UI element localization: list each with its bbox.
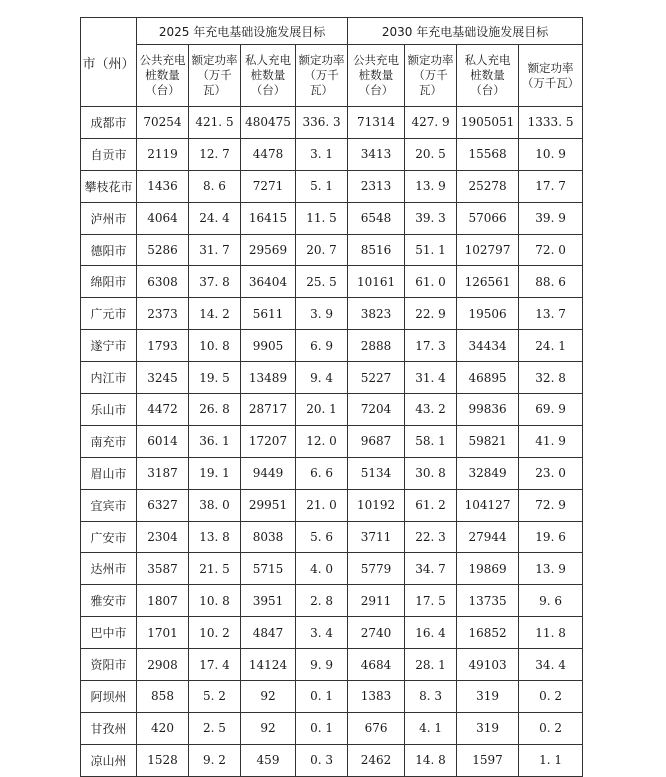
header-line: （台） <box>145 83 180 97</box>
public-chargers-2025-cell: 6308 <box>137 266 189 298</box>
public-chargers-2030-cell: 676 <box>348 712 405 744</box>
private-power-2030-cell: 1. 1 <box>519 744 583 776</box>
header-line: （台） <box>250 83 286 97</box>
private-power-2030-cell: 13. 9 <box>519 553 583 585</box>
public-power-2030-header <box>405 45 457 107</box>
public-chargers-2030-cell: 3711 <box>348 521 405 553</box>
private-chargers-2030-cell: 34434 <box>457 330 519 362</box>
table-row <box>81 553 583 585</box>
private-chargers-2025-cell: 14124 <box>241 649 296 681</box>
private-power-2025-header <box>296 45 348 107</box>
public-power-2030-cell: 4. 1 <box>405 712 457 744</box>
private-chargers-2025-cell: 16415 <box>241 202 296 234</box>
city-name-cell: 乐山市 <box>81 394 137 426</box>
table-row <box>81 170 583 202</box>
private-chargers-2025-cell: 7271 <box>241 170 296 202</box>
private-chargers-2025-cell: 13489 <box>241 362 296 394</box>
private-power-2025-cell: 9. 9 <box>296 649 348 681</box>
private-power-2030-cell: 13. 7 <box>519 298 583 330</box>
header-line: 额定功率 <box>191 53 238 67</box>
public-power-2025-cell: 10. 8 <box>189 585 241 617</box>
table-row <box>81 712 583 744</box>
public-power-2025-cell: 21. 5 <box>189 553 241 585</box>
private-power-2025-cell: 4. 0 <box>296 553 348 585</box>
table-row <box>81 138 583 170</box>
private-chargers-2030-cell: 1597 <box>457 744 519 776</box>
private-power-2030-cell: 17. 7 <box>519 170 583 202</box>
public-power-2030-cell: 14. 8 <box>405 744 457 776</box>
public-chargers-2025-cell: 1528 <box>137 744 189 776</box>
table-row <box>81 234 583 266</box>
public-chargers-2025-cell: 6327 <box>137 489 189 521</box>
private-chargers-2025-cell: 9449 <box>241 457 296 489</box>
city-name-cell: 甘孜州 <box>81 712 137 744</box>
city-name-cell: 雅安市 <box>81 585 137 617</box>
private-power-2030-cell: 34. 4 <box>519 649 583 681</box>
private-chargers-2030-cell: 27944 <box>457 521 519 553</box>
city-name-cell: 巴中市 <box>81 617 137 649</box>
public-chargers-2025-cell: 70254 <box>137 107 189 139</box>
city-name-cell: 绵阳市 <box>81 266 137 298</box>
private-power-2025-cell: 3. 4 <box>296 617 348 649</box>
public-chargers-2030-cell: 8516 <box>348 234 405 266</box>
private-chargers-2025-cell: 9905 <box>241 330 296 362</box>
private-chargers-2030-cell: 25278 <box>457 170 519 202</box>
header-line: 桩数量 <box>250 68 286 82</box>
table-row <box>81 649 583 681</box>
header-line: 桩数量 <box>358 68 394 82</box>
public-chargers-2030-cell: 2462 <box>348 744 405 776</box>
private-chargers-2030-cell: 1905051 <box>457 107 519 139</box>
public-chargers-2025-header <box>137 45 189 107</box>
private-power-2025-cell: 25. 5 <box>296 266 348 298</box>
city-name-cell: 遂宁市 <box>81 330 137 362</box>
header-line: （万千瓦） <box>197 68 232 97</box>
private-chargers-2025-cell: 5611 <box>241 298 296 330</box>
private-power-2030-cell: 24. 1 <box>519 330 583 362</box>
public-power-2025-cell: 5. 2 <box>189 681 241 713</box>
private-power-2025-cell: 21. 0 <box>296 489 348 521</box>
public-power-2030-cell: 61. 0 <box>405 266 457 298</box>
city-name-cell: 广安市 <box>81 521 137 553</box>
public-power-2025-cell: 37. 8 <box>189 266 241 298</box>
private-power-2025-cell: 2. 8 <box>296 585 348 617</box>
public-power-2030-cell: 16. 4 <box>405 617 457 649</box>
public-chargers-2030-cell: 10161 <box>348 266 405 298</box>
private-power-2025-cell: 0. 3 <box>296 744 348 776</box>
public-chargers-2025-cell: 2304 <box>137 521 189 553</box>
table-row <box>81 107 583 139</box>
public-power-2025-header <box>189 45 241 107</box>
private-chargers-2030-cell: 104127 <box>457 489 519 521</box>
table-row <box>81 489 583 521</box>
private-power-2025-cell: 6. 9 <box>296 330 348 362</box>
public-chargers-2030-cell: 1383 <box>348 681 405 713</box>
private-power-2030-cell: 23. 0 <box>519 457 583 489</box>
public-chargers-2030-cell: 3823 <box>348 298 405 330</box>
city-name-cell: 德阳市 <box>81 234 137 266</box>
city-name-cell: 眉山市 <box>81 457 137 489</box>
public-chargers-2025-cell: 4472 <box>137 394 189 426</box>
private-chargers-2030-cell: 99836 <box>457 394 519 426</box>
public-power-2025-cell: 13. 8 <box>189 521 241 553</box>
public-power-2025-cell: 17. 4 <box>189 649 241 681</box>
private-chargers-2025-cell: 36404 <box>241 266 296 298</box>
public-power-2030-cell: 13. 9 <box>405 170 457 202</box>
public-chargers-2030-cell: 2313 <box>348 170 405 202</box>
private-power-2025-cell: 20. 7 <box>296 234 348 266</box>
city-name-cell: 广元市 <box>81 298 137 330</box>
private-power-2025-cell: 0. 1 <box>296 681 348 713</box>
private-chargers-2025-cell: 480475 <box>241 107 296 139</box>
private-chargers-2025-cell: 459 <box>241 744 296 776</box>
city-name-cell: 南充市 <box>81 425 137 457</box>
header-line: （万千瓦） <box>413 68 448 97</box>
private-chargers-2030-cell: 319 <box>457 681 519 713</box>
table-row <box>81 425 583 457</box>
city-name-cell: 泸州市 <box>81 202 137 234</box>
city-name-cell: 宜宾市 <box>81 489 137 521</box>
private-chargers-2030-cell: 59821 <box>457 425 519 457</box>
public-chargers-2030-cell: 7204 <box>348 394 405 426</box>
public-chargers-2025-cell: 5286 <box>137 234 189 266</box>
public-power-2030-cell: 58. 1 <box>405 425 457 457</box>
public-chargers-2025-cell: 2908 <box>137 649 189 681</box>
public-power-2025-cell: 9. 2 <box>189 744 241 776</box>
public-chargers-2030-cell: 4684 <box>348 649 405 681</box>
public-power-2025-cell: 26. 8 <box>189 394 241 426</box>
public-chargers-2025-cell: 2373 <box>137 298 189 330</box>
private-chargers-2025-header <box>241 45 296 107</box>
private-chargers-2030-cell: 57066 <box>457 202 519 234</box>
public-power-2030-cell: 34. 7 <box>405 553 457 585</box>
public-power-2025-cell: 24. 4 <box>189 202 241 234</box>
public-power-2030-cell: 22. 3 <box>405 521 457 553</box>
public-chargers-2025-cell: 3245 <box>137 362 189 394</box>
public-chargers-2025-cell: 3187 <box>137 457 189 489</box>
public-power-2025-cell: 31. 7 <box>189 234 241 266</box>
private-chargers-2030-header <box>457 45 519 107</box>
public-power-2030-cell: 20. 5 <box>405 138 457 170</box>
table-row <box>81 521 583 553</box>
city-column-header: 市（州） <box>81 18 137 107</box>
header-line: 额定功率 <box>298 53 345 67</box>
city-name-cell: 成都市 <box>81 107 137 139</box>
private-chargers-2025-cell: 92 <box>241 681 296 713</box>
public-chargers-2030-cell: 10192 <box>348 489 405 521</box>
public-power-2030-cell: 427. 9 <box>405 107 457 139</box>
public-chargers-2025-cell: 1436 <box>137 170 189 202</box>
header-line: 公共充电 <box>353 53 400 67</box>
public-power-2030-cell: 61. 2 <box>405 489 457 521</box>
public-chargers-2025-cell: 1793 <box>137 330 189 362</box>
private-chargers-2025-cell: 92 <box>241 712 296 744</box>
public-power-2025-cell: 8. 6 <box>189 170 241 202</box>
header-line: （万千瓦） <box>521 75 580 90</box>
public-chargers-2025-cell: 1701 <box>137 617 189 649</box>
public-power-2030-cell: 28. 1 <box>405 649 457 681</box>
private-power-2030-cell: 88. 6 <box>519 266 583 298</box>
header-line: 桩数量 <box>145 68 180 82</box>
public-power-2025-cell: 2. 5 <box>189 712 241 744</box>
private-power-2030-cell: 72. 0 <box>519 234 583 266</box>
private-power-2025-cell: 20. 1 <box>296 394 348 426</box>
private-power-2030-cell: 9. 6 <box>519 585 583 617</box>
private-power-2025-cell: 336. 3 <box>296 107 348 139</box>
city-name-cell: 资阳市 <box>81 649 137 681</box>
private-power-2025-cell: 5. 6 <box>296 521 348 553</box>
public-chargers-2025-cell: 3587 <box>137 553 189 585</box>
private-chargers-2030-cell: 102797 <box>457 234 519 266</box>
private-chargers-2030-cell: 319 <box>457 712 519 744</box>
public-power-2030-cell: 8. 3 <box>405 681 457 713</box>
charging-targets-sheet <box>80 17 582 777</box>
table-row <box>81 744 583 776</box>
header-line: （万千瓦） <box>304 68 339 97</box>
private-power-2030-cell: 0. 2 <box>519 681 583 713</box>
public-power-2025-cell: 19. 5 <box>189 362 241 394</box>
table-row <box>81 457 583 489</box>
private-chargers-2030-cell: 32849 <box>457 457 519 489</box>
private-chargers-2025-cell: 28717 <box>241 394 296 426</box>
private-chargers-2025-cell: 29951 <box>241 489 296 521</box>
private-chargers-2030-cell: 13735 <box>457 585 519 617</box>
private-power-2030-cell: 32. 8 <box>519 362 583 394</box>
private-chargers-2030-cell: 19506 <box>457 298 519 330</box>
table-row <box>81 298 583 330</box>
city-name-cell: 达州市 <box>81 553 137 585</box>
public-power-2030-cell: 39. 3 <box>405 202 457 234</box>
private-chargers-2030-cell: 126561 <box>457 266 519 298</box>
private-chargers-2030-cell: 15568 <box>457 138 519 170</box>
private-chargers-2025-cell: 3951 <box>241 585 296 617</box>
private-power-2030-cell: 11. 8 <box>519 617 583 649</box>
private-chargers-2025-cell: 4478 <box>241 138 296 170</box>
public-power-2025-cell: 36. 1 <box>189 425 241 457</box>
public-chargers-2030-cell: 2740 <box>348 617 405 649</box>
table-row <box>81 394 583 426</box>
table-row <box>81 362 583 394</box>
header-line: 桩数量 <box>470 68 505 82</box>
private-power-2030-cell: 69. 9 <box>519 394 583 426</box>
header-line: 额定功率 <box>527 60 574 75</box>
public-power-2030-cell: 51. 1 <box>405 234 457 266</box>
city-name-cell: 攀枝花市 <box>81 170 137 202</box>
private-power-2025-cell: 3. 9 <box>296 298 348 330</box>
public-chargers-2025-cell: 1807 <box>137 585 189 617</box>
public-power-2030-cell: 17. 3 <box>405 330 457 362</box>
city-name-cell: 自贡市 <box>81 138 137 170</box>
table-row <box>81 202 583 234</box>
public-power-2030-cell: 17. 5 <box>405 585 457 617</box>
private-power-2025-cell: 6. 6 <box>296 457 348 489</box>
public-chargers-2030-cell: 71314 <box>348 107 405 139</box>
private-chargers-2025-cell: 4847 <box>241 617 296 649</box>
charging-targets-table <box>80 17 583 777</box>
table-row <box>81 681 583 713</box>
public-power-2030-cell: 22. 9 <box>405 298 457 330</box>
header-line: 私人充电 <box>464 53 511 67</box>
group-header-2025: 2025 年充电基础设施发展目标 <box>137 18 348 45</box>
private-power-2030-cell: 39. 9 <box>519 202 583 234</box>
public-power-2025-cell: 421. 5 <box>189 107 241 139</box>
city-name-cell: 内江市 <box>81 362 137 394</box>
private-power-2030-cell: 0. 2 <box>519 712 583 744</box>
public-power-2025-cell: 10. 8 <box>189 330 241 362</box>
private-power-2030-header <box>519 45 583 107</box>
table-body <box>81 107 583 777</box>
public-chargers-2030-cell: 9687 <box>348 425 405 457</box>
private-chargers-2030-cell: 46895 <box>457 362 519 394</box>
city-name-cell: 阿坝州 <box>81 681 137 713</box>
private-power-2025-cell: 9. 4 <box>296 362 348 394</box>
private-power-2025-cell: 11. 5 <box>296 202 348 234</box>
private-power-2030-cell: 10. 9 <box>519 138 583 170</box>
private-chargers-2025-cell: 29569 <box>241 234 296 266</box>
private-chargers-2030-cell: 19869 <box>457 553 519 585</box>
public-power-2025-cell: 38. 0 <box>189 489 241 521</box>
public-chargers-2030-cell: 5779 <box>348 553 405 585</box>
private-power-2025-cell: 12. 0 <box>296 425 348 457</box>
public-chargers-2030-cell: 5134 <box>348 457 405 489</box>
private-power-2030-cell: 72. 9 <box>519 489 583 521</box>
public-power-2030-cell: 31. 4 <box>405 362 457 394</box>
public-chargers-2025-cell: 4064 <box>137 202 189 234</box>
header-line: 公共充电 <box>139 53 186 67</box>
public-chargers-2030-cell: 2888 <box>348 330 405 362</box>
public-chargers-2030-cell: 3413 <box>348 138 405 170</box>
table-row <box>81 266 583 298</box>
header-line: 额定功率 <box>407 53 454 67</box>
private-power-2025-cell: 3. 1 <box>296 138 348 170</box>
header-line: 私人充电 <box>245 53 291 67</box>
public-chargers-2025-cell: 858 <box>137 681 189 713</box>
group-header-2030: 2030 年充电基础设施发展目标 <box>348 18 583 45</box>
private-chargers-2025-cell: 8038 <box>241 521 296 553</box>
private-power-2030-cell: 19. 6 <box>519 521 583 553</box>
table-row <box>81 585 583 617</box>
public-chargers-2025-cell: 420 <box>137 712 189 744</box>
table-row <box>81 617 583 649</box>
private-power-2025-cell: 5. 1 <box>296 170 348 202</box>
private-chargers-2025-cell: 5715 <box>241 553 296 585</box>
private-power-2030-cell: 41. 9 <box>519 425 583 457</box>
private-power-2025-cell: 0. 1 <box>296 712 348 744</box>
public-power-2030-cell: 30. 8 <box>405 457 457 489</box>
private-chargers-2030-cell: 49103 <box>457 649 519 681</box>
private-chargers-2025-cell: 17207 <box>241 425 296 457</box>
public-chargers-2030-cell: 2911 <box>348 585 405 617</box>
city-name-cell: 凉山州 <box>81 744 137 776</box>
header-line: （台） <box>358 83 394 97</box>
table-header <box>81 18 583 107</box>
public-power-2025-cell: 14. 2 <box>189 298 241 330</box>
private-power-2030-cell: 1333. 5 <box>519 107 583 139</box>
private-chargers-2030-cell: 16852 <box>457 617 519 649</box>
header-line: （台） <box>470 83 505 97</box>
public-chargers-2030-cell: 6548 <box>348 202 405 234</box>
public-power-2030-cell: 43. 2 <box>405 394 457 426</box>
table-row <box>81 330 583 362</box>
public-power-2025-cell: 12. 7 <box>189 138 241 170</box>
public-chargers-2025-cell: 2119 <box>137 138 189 170</box>
public-power-2025-cell: 19. 1 <box>189 457 241 489</box>
public-chargers-2030-header <box>348 45 405 107</box>
public-power-2025-cell: 10. 2 <box>189 617 241 649</box>
public-chargers-2030-cell: 5227 <box>348 362 405 394</box>
public-chargers-2025-cell: 6014 <box>137 425 189 457</box>
